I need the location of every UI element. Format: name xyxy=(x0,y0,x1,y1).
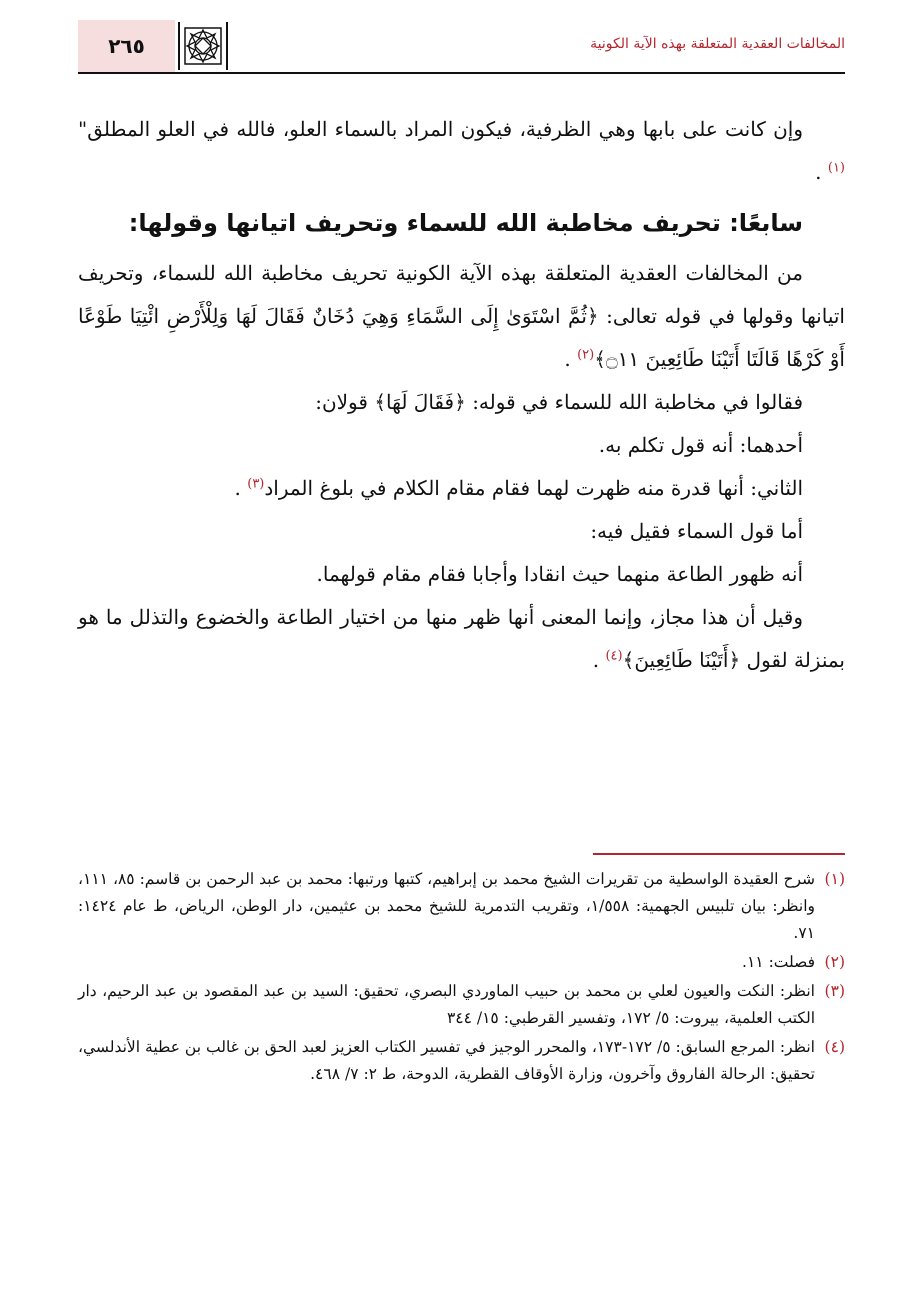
footnote-number: (١) xyxy=(824,870,845,888)
footnote-4 xyxy=(78,1034,845,1088)
footnote-1 xyxy=(78,866,845,947)
footnote-number: (٤) xyxy=(824,1038,845,1056)
footnote-number: (٣) xyxy=(824,982,845,1000)
paragraph-7: أنه ظهور الطاعة منهما حيث انقادا وأجابا فقام مقام قولهما. xyxy=(316,562,803,586)
footnotes xyxy=(78,866,845,1090)
header-divider xyxy=(78,72,845,74)
footnote-text: انظر: المرجع السابق: ٥/ ١٧٢-١٧٣، والمحرر الوجيز في تفسير الكتاب العزيز لعبد الحق بن غالب بن عطية الأندلسي، تحقيق: الرحالة الفاروق وآخرون، وزارة الأوقاف القطرية، الدوحة، ط ٢: ٧/ ٤٦٨. xyxy=(78,1038,815,1083)
footnote-3 xyxy=(78,978,845,1032)
footnote-ref-1[interactable]: (١) xyxy=(827,160,845,176)
paragraph-5: الثاني: أنها قدرة منه ظهرت لهما فقام مقام الكلام في بلوغ المراد$^{(٣)}$ . xyxy=(234,476,803,500)
quran-phrase: ﴿فَقَالَ لَهَا﴾ xyxy=(374,390,466,414)
running-title: المخالفات العقدية المتعلقة بهذه الآية الكونية xyxy=(590,36,845,52)
footnote-text: فصلت: ١١. xyxy=(742,953,815,971)
footnote-text: انظر: النكت والعيون لعلي بن محمد بن حبيب الماوردي البصري، تحقيق: السيد بن عبد المقصود بن عبد الرحيم، دار الكتب العلمية، بيروت: ٥/ ١٧٢، وتفسير القرطبي: ١٥/ ٣٤٤ xyxy=(78,982,815,1027)
footnote-2 xyxy=(78,949,845,976)
paragraph-2: من المخالفات العقدية المتعلقة بهذه الآية الكونية تحريف مخاطبة الله للسماء، وتحريف اتيانها وقولها في قوله تعالى: ﴿ثُمَّ اسْتَوَىٰ إِلَى السَّمَاءِ وَهِيَ دُخَانٌ فَقَالَ لَهَا وَلِلْأَرْضِ ائْتِيَا طَوْعًا أَوْ كَرْهًا قَالَتَا أَتَيْنَا طَائِعِينَ ۝١١﴾$^{(٢)}$ . xyxy=(78,261,845,371)
footnote-text: شرح العقيدة الواسطية من تقريرات الشيخ محمد بن إبراهيم، كتبها ورتبها: محمد بن عبد الرحمن بن قاسم: ٨٥، ١١١، وانظر: بيان تلبيس الجهمية: ١/٥٥٨، وتقريب التدمرية للشيخ محمد بن عثيمين، دار الوطن، الرياض، ط عام ١٤٢٤: ٧١. xyxy=(78,870,815,942)
paragraph-1: وإن كانت على بابها وهي الظرفية، فيكون المراد بالسماء العلو، فالله في العلو المطلق"$^{(١)}$ . xyxy=(78,117,845,184)
quran-verse: ﴿ثُمَّ اسْتَوَىٰ إِلَى السَّمَاءِ وَهِيَ دُخَانٌ فَقَالَ لَهَا وَلِلْأَرْضِ ائْتِيَا طَوْعًا أَوْ كَرْهًا قَالَتَا أَتَيْنَا طَائِعِينَ ۝١١﴾ xyxy=(78,304,845,371)
footnote-ref-3[interactable]: (٣) xyxy=(247,476,265,492)
paragraph-6: أما قول السماء فقيل فيه: xyxy=(590,519,803,543)
paragraph-4: أحدهما: أنه قول تكلم به. xyxy=(598,433,803,457)
footnote-ref-4[interactable]: (٤) xyxy=(605,648,623,664)
footnote-number: (٢) xyxy=(824,953,845,971)
quran-phrase-2: ﴿أَتَيْنَا طَائِعِينَ﴾ xyxy=(622,648,741,672)
main-text xyxy=(78,108,845,682)
paragraph-8: وقيل أن هذا مجاز، وإنما المعنى أنها ظهر منها من اختيار الطاعة والخضوع والتذلل ما هو بمنزلة لقول ﴿أَتَيْنَا طَائِعِينَ﴾$^{(٤)}$ . xyxy=(78,605,845,672)
page-header xyxy=(78,20,845,74)
page-number: ٢٦٥ xyxy=(78,20,175,72)
footnote-divider xyxy=(593,853,845,855)
section-heading: سابعًا: تحريف مخاطبة الله للسماء وتحريف اتيانها وقولها: xyxy=(128,209,803,237)
paragraph-3: فقالوا في مخاطبة الله للسماء في قوله: ﴿فَقَالَ لَهَا﴾ قولان: xyxy=(315,390,803,414)
footnote-ref-2[interactable]: (٢) xyxy=(577,347,595,363)
ornament-icon xyxy=(178,22,228,70)
